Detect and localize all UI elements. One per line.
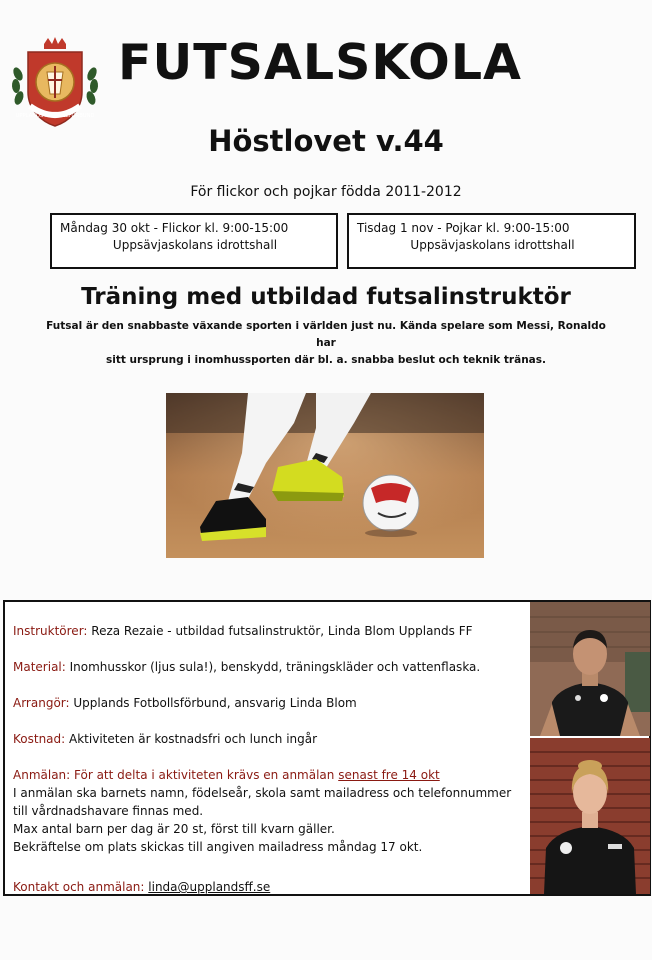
svg-text:UPPLANDS FOTBOLLFÖRBUND: UPPLANDS FOTBOLLFÖRBUND — [15, 113, 95, 119]
info-value: För att delta i aktiviteten krävs en anmälan — [70, 768, 339, 782]
schedule-date-time: Måndag 30 okt - Flickor kl. 9:00-15:00 — [60, 221, 289, 235]
info-arrangor — [13, 694, 525, 712]
schedule-venue: Uppsävjaskolans idrottshall — [112, 238, 278, 252]
info-label: Kontakt och anmälan: — [13, 880, 145, 894]
futsal-player-photo — [166, 393, 484, 558]
info-kostnad — [13, 730, 525, 748]
info-instruktorer — [13, 622, 525, 640]
registration-deadline: senast fre 14 okt — [338, 768, 440, 782]
contact-email-link[interactable]: linda@upplandsff.se — [148, 880, 271, 894]
info-line: Bekräftelse om plats skickas till angiven mailadress måndag 17 okt. — [13, 840, 423, 854]
intro-line: sitt ursprung i inomhussporten där bl. a. snabba beslut och teknik tränas. — [105, 354, 546, 366]
instructor-photo-reza — [530, 602, 650, 736]
info-value: Upplands Fotbollsförbund, ansvarig Linda Blom — [69, 696, 357, 710]
target-group: För flickor och pojkar födda 2011-2012 — [190, 184, 462, 200]
info-line: till vårdnadshavare finnas med. — [13, 804, 204, 818]
schedule-box-girls — [50, 213, 338, 269]
info-value: Reza Rezaie - utbildad futsalinstruktör, Linda Blom Upplands FF — [87, 624, 473, 638]
page-title: FUTSALSKOLA — [118, 34, 522, 91]
intro-line: Futsal är den snabbaste växande sporten i världen just nu. Kända spelare som Messi, Ronaldo har — [46, 320, 606, 349]
info-value: Aktiviteten är kostnadsfri och lunch ingår — [65, 732, 318, 746]
info-kontakt — [13, 878, 270, 896]
intro-text — [40, 318, 612, 369]
info-label: Instruktörer: — [13, 624, 88, 638]
page-subtitle: Höstlovet v.44 — [208, 124, 444, 158]
info-line: Max antal barn per dag är 20 st, först till kvarn gäller. — [13, 822, 335, 836]
info-anmalan — [13, 766, 525, 856]
section-headline: Träning med utbildad futsalinstruktör — [81, 284, 571, 310]
upplands-fotbollforbund-logo — [10, 36, 100, 130]
schedule-box-boys — [347, 213, 636, 269]
info-value: Inomhusskor (ljus sula!), benskydd, träningskläder och vattenflaska. — [65, 660, 481, 674]
info-label: Arrangör: — [13, 696, 70, 710]
schedule-date-time: Tisdag 1 nov - Pojkar kl. 9:00-15:00 — [357, 221, 570, 235]
schedule-venue: Uppsävjaskolans idrottshall — [410, 238, 575, 252]
info-label: Kostnad: — [13, 732, 66, 746]
instructor-photo-linda — [530, 738, 650, 894]
info-label: Anmälan: — [13, 768, 71, 782]
info-material — [13, 658, 525, 676]
info-text — [13, 622, 525, 894]
info-line: I anmälan ska barnets namn, födelseår, skola samt mailadress och telefonnummer — [13, 786, 512, 800]
info-label: Material: — [13, 660, 66, 674]
